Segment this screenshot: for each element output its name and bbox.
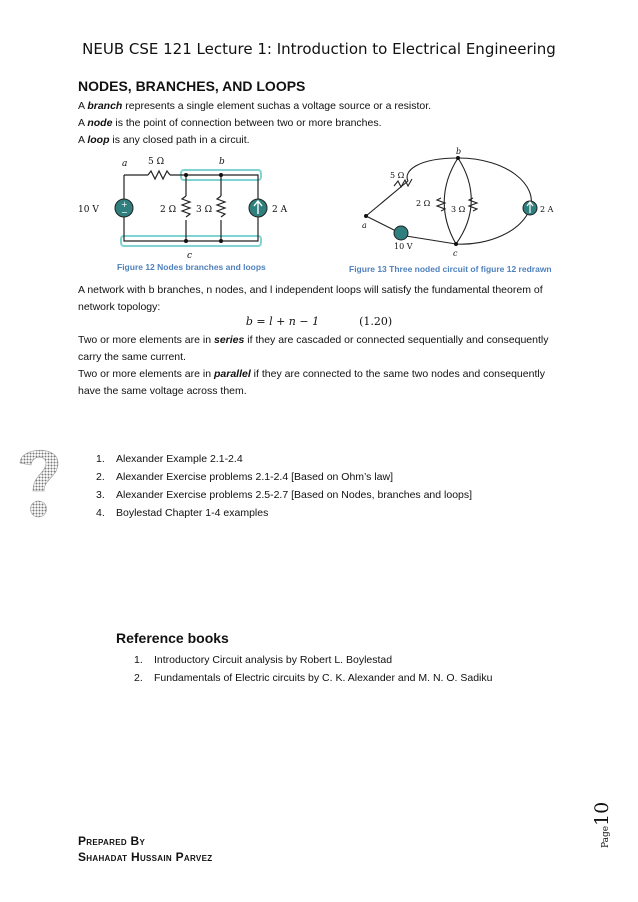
exercise-list [96,450,473,522]
node-def-pre: A [78,117,88,129]
fig13-label-b: b [456,147,462,156]
prepared-by-label: Prepared By [78,834,146,848]
fig13-label-a: a [362,221,367,230]
figure-13-circuit [358,146,558,258]
fig13-label-r3: 3 Ω [451,205,466,214]
document-header-title: NEUB CSE 121 Lecture 1: Introduction to Electrical Engineering [82,40,556,58]
list-item [96,504,472,522]
list-item [96,486,473,504]
network-theorem-text: A network with b branches, n nodes, and l independent loops will satisfy the fundamental theorem of network topology: [78,284,543,313]
node-def-post: is the point of connection between two or more branches. [112,117,382,129]
branch-def-pre: A [78,100,88,112]
list-item-text: Introductory Circuit analysis by Robert L. Boylestad [154,654,393,666]
reference-books-heading: Reference books [116,630,229,646]
figure-12-circuit [78,150,308,260]
fig12-label-r2: 2 Ω [160,205,177,215]
branch-term: branch [87,100,123,112]
list-item-text: Boylestad Chapter 1-4 examples [116,507,269,519]
fig12-label-r5: 5 Ω [148,157,165,167]
fig13-label-r5: 5 Ω [390,171,405,180]
fig13-label-r2: 2 Ω [416,199,431,208]
topology-formula [0,315,638,328]
resistor-5-ohm [148,171,170,179]
list-item-text: Alexander Exercise problems 2.5-2.7 [Based on Nodes, branches and loops] [116,489,473,501]
fig12-label-c: c [187,251,193,260]
fig12-label-b: b [219,157,225,167]
reference-list [134,651,493,687]
loop-def-pre: A [78,134,88,146]
series-definition [78,332,568,366]
formula-expression: b = l + n − 1 [245,315,320,328]
list-item-number: 4. [96,507,105,519]
author-name: Shahadat Hussain Parvez [78,850,213,864]
svg-text:+: + [121,200,128,209]
loop-def-post: is any closed path in a circuit. [109,134,250,146]
list-item-number: 1. [96,453,105,465]
list-item [134,669,493,687]
loop-term: loop [87,134,110,146]
branch-def-post: represents a single element suchas a voltage source or a resistor. [122,100,432,112]
list-item-text: Alexander Exercise problems 2.1-2.4 [Based on Ohm’s law] [116,471,394,483]
series-def-post: if they are cascaded or connected sequentially and consequently carry the same current. [78,334,549,363]
list-item-number: 1. [134,654,143,666]
question-mark-icon [14,443,64,523]
section-heading: NODES, BRANCHES, AND LOOPS [78,78,306,94]
list-item-number: 2. [134,672,143,684]
fig13-voltage-source-icon [394,226,408,240]
figure-12-caption: Figure 12 Nodes branches and loops [117,262,266,272]
list-item [134,651,492,669]
list-item-text: Fundamentals of Electric circuits by C. K. Alexander and M. N. O. Sadiku [154,672,493,684]
page-number [586,790,622,850]
fig12-label-v: 10 V [78,205,99,215]
list-item [96,468,472,486]
list-item-number: 3. [96,489,105,501]
list-item [96,450,472,468]
node-term: node [87,117,113,129]
figure-13-caption: Figure 13 Three noded circuit of figure 12 redrawn [349,264,552,274]
page-label: Page [601,825,611,848]
svg-text:−: − [121,208,128,217]
parallel-term: parallel [213,368,251,380]
fig13-label-c: c [453,249,458,258]
page-number-value: 10 [591,801,613,826]
parallel-def-post: if they are connected to the same two nodes and consequently have the same voltage across them. [78,368,545,397]
fig12-label-a: a [122,159,128,169]
fig13-label-v: 10 V [394,242,413,251]
formula-number: (1.20) [359,315,393,328]
parallel-def-pre: Two or more elements are in [78,368,214,380]
branch-definition [78,98,568,115]
parallel-definition [78,366,568,400]
fig12-label-i: 2 A [272,205,288,215]
node-definition [78,115,568,132]
fig13-label-i: 2 A [540,205,554,214]
series-term: series [213,334,245,346]
list-item-text: Alexander Example 2.1-2.4 [116,453,243,465]
series-def-pre: Two or more elements are in [78,334,214,346]
fig12-label-r3: 3 Ω [196,205,213,215]
list-item-number: 2. [96,471,105,483]
